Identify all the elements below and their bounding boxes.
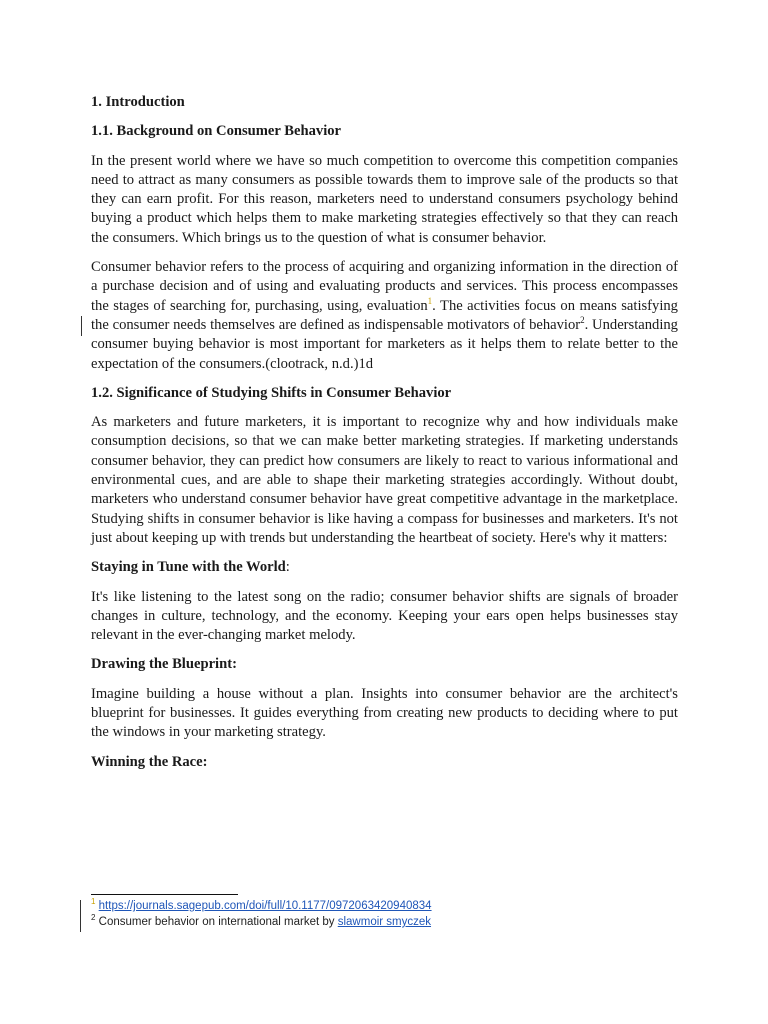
heading-winning-race: Winning the Race: — [91, 753, 208, 770]
heading-background: 1.1. Background on Consumer Behavior — [91, 123, 342, 140]
paragraph-blueprint: Imagine building a house without a plan. Insights into consumer behavior are the architect's blueprint for businesses. It guides everything from creating new products to deciding where to put the windows in your marketing strategy. — [91, 685, 678, 741]
heading-staying-text: Staying in Tune with the World — [91, 559, 286, 576]
paragraph-competition: In the present world where we have so much competition to overcome this competition companies need to attract as many consumers as possible towards them to improve sale of the products so that they can earn profit. For this reason, marketers need to understand consumers psychology behind buying a product which helps them to make marketing strategies effectively so that they can reach the consumers. Which brings us to the question of what is consumer behavior. — [91, 152, 678, 246]
paragraph-marketers: As marketers and future marketers, it is important to recognize why and how individuals make consumption decisions, so that we can make better marketing strategies. If marketing understands consumer behavior, they can predict how consumers are likely to react to various informational and environmental cues, and are able to shape their marketing strategies accordingly. Without doubt, marketers who understand consumer behavior have great competitive advantage in the marketplace. — [91, 414, 678, 508]
footnote-ref-1[interactable]: 1 — [427, 295, 433, 306]
footnote-ref-2[interactable]: 2 — [580, 315, 585, 326]
heading-staying-colon: : — [285, 559, 290, 576]
change-bar — [81, 316, 82, 336]
footnote-1 — [91, 898, 432, 914]
document-body — [91, 93, 678, 772]
paragraph-definition-part1: Consumer behavior refers to the process of acquiring and organizing information in the direction of a purchase decision and of using and evaluating products and services. This process encompasses the stages of searching for, purchasing, using, evaluation — [91, 259, 678, 314]
paragraph-definition-part3: . Understanding consumer buying behavior is most important for marketers as it helps them to relate better to the expectation of the consumers.(clootrack, n.d.)1d — [91, 316, 678, 372]
paragraph-compass: Studying shifts in consumer behavior is like having a compass for businesses and marketers. It's not just about keeping up with trends but understanding the heartbeat of society. Here's why it matters: — [91, 510, 678, 546]
heading-staying-in-tune — [91, 558, 678, 577]
footnotes — [91, 898, 432, 930]
footnote-separator — [91, 894, 238, 895]
heading-blueprint: Drawing the Blueprint: — [91, 656, 237, 673]
footnote-2-mark: 2 — [91, 913, 96, 923]
heading-significance: 1.2. Significance of Studying Shifts in Consumer Behavior — [91, 384, 452, 401]
footnote-2-text: Consumer behavior on international market by — [98, 916, 338, 928]
footnote-2-link[interactable]: slawmoir smyczek — [337, 916, 432, 928]
paragraph-definition — [91, 258, 678, 374]
footnote-2 — [91, 914, 432, 930]
footnote-change-bar — [80, 900, 81, 932]
heading-introduction: 1. Introduction — [91, 94, 185, 110]
footnote-1-link[interactable]: https://journals.sagepub.com/doi/full/10.1177/0972063420940834 — [98, 900, 432, 912]
footnote-1-mark: 1 — [91, 897, 96, 907]
paragraph-radio: It's like listening to the latest song on the radio; consumer behavior shifts are signals of broader changes in culture, technology, and the economy. Keeping your ears open helps businesses stay relevant in the ever-changing market melody. — [91, 588, 678, 644]
paragraph-definition-part2: . The activities focus on means satisfying the consumer needs themselves are defined as indispensable motivators of behavior — [91, 297, 678, 333]
